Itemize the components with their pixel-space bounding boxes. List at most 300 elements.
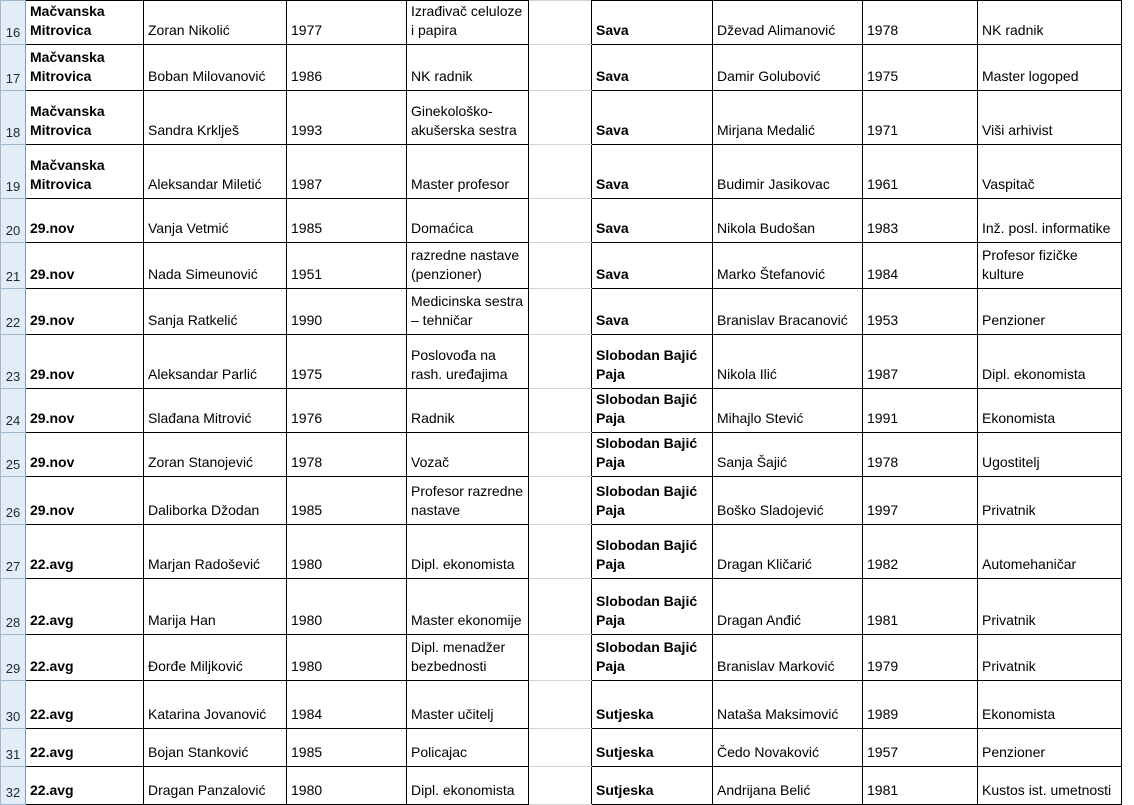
cell-left-place[interactable] bbox=[26, 579, 144, 635]
cell-left-place[interactable] bbox=[26, 91, 144, 145]
cell-right-job-text: Viši arhivist bbox=[982, 122, 1053, 138]
cell-right-name[interactable] bbox=[713, 1, 863, 45]
cell-left-place[interactable] bbox=[26, 767, 144, 805]
cell-right-job[interactable] bbox=[978, 477, 1122, 525]
cell-left-job[interactable] bbox=[407, 1, 529, 45]
cell-left-place[interactable] bbox=[26, 729, 144, 767]
cell-right-place[interactable] bbox=[592, 1, 713, 45]
cell-right-place-text: Sava bbox=[596, 220, 629, 236]
cell-right-year[interactable] bbox=[863, 335, 978, 389]
cell-right-year-text: 1978 bbox=[867, 454, 899, 470]
row-header[interactable] bbox=[1, 635, 26, 681]
cell-left-place-text: 22.avg bbox=[30, 744, 74, 760]
cell-left-name[interactable] bbox=[144, 243, 287, 289]
cell-right-place[interactable] bbox=[592, 579, 713, 635]
row-header[interactable] bbox=[1, 289, 26, 335]
cell-right-year-text: 1983 bbox=[867, 220, 899, 236]
cell-right-job[interactable] bbox=[978, 289, 1122, 335]
cell-left-job[interactable] bbox=[407, 91, 529, 145]
cell-left-name-text: Aleksandar Parlić bbox=[148, 366, 257, 382]
cell-right-year[interactable] bbox=[863, 767, 978, 805]
cell-right-name[interactable] bbox=[713, 477, 863, 525]
table-row bbox=[1, 433, 1122, 477]
cell-left-name[interactable] bbox=[144, 635, 287, 681]
cell-right-job-text: Penzioner bbox=[982, 312, 1046, 328]
row-header[interactable] bbox=[1, 525, 26, 579]
cell-right-place[interactable] bbox=[592, 289, 713, 335]
cell-left-name-text: Sanja Ratkelić bbox=[148, 312, 238, 328]
cell-right-year-text: 1987 bbox=[867, 366, 899, 382]
cell-right-name[interactable] bbox=[713, 729, 863, 767]
cell-left-place-text: 22.avg bbox=[30, 658, 74, 674]
cell-left-name-text: Marija Han bbox=[148, 612, 216, 628]
cell-right-job[interactable] bbox=[978, 335, 1122, 389]
cell-right-name[interactable] bbox=[713, 767, 863, 805]
cell-spacer[interactable] bbox=[529, 145, 592, 199]
cell-right-place[interactable] bbox=[592, 145, 713, 199]
cell-left-year[interactable] bbox=[287, 635, 407, 681]
cell-right-name-text: Mirjana Medalić bbox=[717, 122, 816, 138]
cell-right-name[interactable] bbox=[713, 243, 863, 289]
cell-left-place-text: 29.nov bbox=[30, 410, 75, 426]
cell-right-job-text: Privatnik bbox=[982, 612, 1036, 628]
cell-right-job[interactable] bbox=[978, 389, 1122, 433]
cell-left-name[interactable] bbox=[144, 389, 287, 433]
cell-left-job[interactable] bbox=[407, 289, 529, 335]
cell-left-year-text: 1985 bbox=[291, 502, 323, 518]
cell-left-year[interactable] bbox=[287, 243, 407, 289]
row-header-text: 29 bbox=[5, 661, 21, 676]
cell-right-name[interactable] bbox=[713, 433, 863, 477]
cell-left-name[interactable] bbox=[144, 45, 287, 91]
cell-left-job[interactable] bbox=[407, 729, 529, 767]
cell-left-job[interactable] bbox=[407, 433, 529, 477]
cell-right-job-text: Ekonomista bbox=[982, 410, 1056, 426]
cell-left-job-text: Domaćica bbox=[411, 220, 474, 236]
cell-left-name-text: Zoran Nikolić bbox=[148, 22, 230, 38]
cell-left-name[interactable] bbox=[144, 767, 287, 805]
cell-right-place[interactable] bbox=[592, 681, 713, 729]
cell-left-year[interactable] bbox=[287, 767, 407, 805]
cell-left-job[interactable] bbox=[407, 681, 529, 729]
cell-right-job[interactable] bbox=[978, 767, 1122, 805]
cell-right-place[interactable] bbox=[592, 767, 713, 805]
cell-right-job[interactable] bbox=[978, 145, 1122, 199]
row-header-text: 17 bbox=[5, 71, 21, 86]
cell-spacer[interactable] bbox=[529, 243, 592, 289]
grid-body bbox=[1, 1, 1122, 805]
cell-spacer[interactable] bbox=[529, 767, 592, 805]
cell-left-place[interactable] bbox=[26, 289, 144, 335]
cell-left-year-text: 1985 bbox=[291, 744, 323, 760]
cell-right-name-text: Budimir Jasikovac bbox=[717, 176, 830, 192]
cell-left-job[interactable] bbox=[407, 635, 529, 681]
cell-left-name[interactable] bbox=[144, 145, 287, 199]
cell-right-place-text: Sava bbox=[596, 22, 629, 38]
cell-left-place[interactable] bbox=[26, 433, 144, 477]
row-header-text: 30 bbox=[5, 709, 21, 724]
cell-right-job[interactable] bbox=[978, 681, 1122, 729]
cell-left-name-text: Marjan Radošević bbox=[148, 556, 261, 572]
cell-right-name[interactable] bbox=[713, 389, 863, 433]
cell-left-name[interactable] bbox=[144, 433, 287, 477]
cell-left-job[interactable] bbox=[407, 145, 529, 199]
cell-spacer[interactable] bbox=[529, 45, 592, 91]
cell-right-place-text: Sava bbox=[596, 122, 629, 138]
row-header[interactable] bbox=[1, 681, 26, 729]
cell-left-year-text: 1987 bbox=[291, 176, 323, 192]
cell-right-name-text: Branislav Marković bbox=[717, 658, 835, 674]
cell-left-name[interactable] bbox=[144, 477, 287, 525]
cell-right-name[interactable] bbox=[713, 45, 863, 91]
cell-right-place-text: Slobodan Bajić Paja bbox=[596, 391, 698, 426]
cell-left-job[interactable] bbox=[407, 525, 529, 579]
cell-right-name-text: Mihajlo Stević bbox=[717, 410, 804, 426]
cell-right-place[interactable] bbox=[592, 525, 713, 579]
row-header[interactable] bbox=[1, 389, 26, 433]
table-row bbox=[1, 289, 1122, 335]
cell-left-year[interactable] bbox=[287, 433, 407, 477]
cell-right-year[interactable] bbox=[863, 525, 978, 579]
cell-spacer[interactable] bbox=[529, 433, 592, 477]
row-header[interactable] bbox=[1, 45, 26, 91]
cell-left-name[interactable] bbox=[144, 681, 287, 729]
cell-right-place-text: Sava bbox=[596, 68, 629, 84]
cell-right-year-text: 1989 bbox=[867, 706, 899, 722]
row-header-text: 20 bbox=[5, 223, 21, 238]
cell-left-job-text: Dipl. ekonomista bbox=[411, 782, 515, 798]
cell-right-place[interactable] bbox=[592, 199, 713, 243]
cell-right-year[interactable] bbox=[863, 389, 978, 433]
table-row bbox=[1, 525, 1122, 579]
row-header[interactable] bbox=[1, 729, 26, 767]
cell-left-year[interactable] bbox=[287, 525, 407, 579]
cell-right-place[interactable] bbox=[592, 729, 713, 767]
cell-right-job[interactable] bbox=[978, 243, 1122, 289]
cell-right-year[interactable] bbox=[863, 145, 978, 199]
cell-right-job[interactable] bbox=[978, 45, 1122, 91]
cell-left-job-text: Profesor razredne nastave bbox=[411, 483, 524, 518]
cell-left-year-text: 1985 bbox=[291, 220, 323, 236]
cell-right-year-text: 1997 bbox=[867, 502, 899, 518]
cell-left-job-text: Policajac bbox=[411, 744, 468, 760]
cell-left-job[interactable] bbox=[407, 45, 529, 91]
cell-right-name[interactable] bbox=[713, 145, 863, 199]
cell-left-year-text: 1976 bbox=[291, 410, 323, 426]
table-row bbox=[1, 199, 1122, 243]
cell-left-place-text: 22.avg bbox=[30, 612, 74, 628]
row-header-text: 24 bbox=[5, 413, 21, 428]
cell-right-year[interactable] bbox=[863, 1, 978, 45]
table-row bbox=[1, 1, 1122, 45]
cell-left-name-text: Vanja Vetmić bbox=[148, 220, 229, 236]
cell-right-place[interactable] bbox=[592, 635, 713, 681]
row-header[interactable] bbox=[1, 91, 26, 145]
cell-right-place[interactable] bbox=[592, 477, 713, 525]
cell-left-name[interactable] bbox=[144, 729, 287, 767]
row-header-text: 22 bbox=[5, 315, 21, 330]
cell-left-place-text: Mačvanska Mitrovica bbox=[30, 49, 105, 84]
cell-left-name[interactable] bbox=[144, 91, 287, 145]
cell-right-place-text: Slobodan Bajić Paja bbox=[596, 639, 698, 674]
cell-right-place-text: Slobodan Bajić Paja bbox=[596, 593, 698, 628]
cell-left-place[interactable] bbox=[26, 389, 144, 433]
table-row bbox=[1, 45, 1122, 91]
cell-left-place-text: 29.nov bbox=[30, 312, 75, 328]
row-header[interactable] bbox=[1, 199, 26, 243]
cell-right-job[interactable] bbox=[978, 525, 1122, 579]
cell-right-year-text: 1953 bbox=[867, 312, 899, 328]
cell-left-year-text: 1951 bbox=[291, 266, 323, 282]
cell-left-year[interactable] bbox=[287, 145, 407, 199]
cell-left-year-text: 1986 bbox=[291, 68, 323, 84]
cell-spacer[interactable] bbox=[529, 91, 592, 145]
cell-left-name[interactable] bbox=[144, 289, 287, 335]
cell-right-year-text: 1961 bbox=[867, 176, 899, 192]
cell-right-place[interactable] bbox=[592, 91, 713, 145]
cell-right-name[interactable] bbox=[713, 335, 863, 389]
cell-right-place-text: Sava bbox=[596, 266, 629, 282]
cell-right-place[interactable] bbox=[592, 243, 713, 289]
cell-left-place-text: 29.nov bbox=[30, 502, 75, 518]
cell-left-job-text: Master ekonomije bbox=[411, 612, 522, 628]
cell-left-place[interactable] bbox=[26, 681, 144, 729]
cell-right-year[interactable] bbox=[863, 289, 978, 335]
cell-right-job-text: Kustos ist. umetnosti bbox=[982, 782, 1112, 798]
cell-right-job[interactable] bbox=[978, 635, 1122, 681]
cell-right-job[interactable] bbox=[978, 579, 1122, 635]
table-row bbox=[1, 389, 1122, 433]
cell-left-name[interactable] bbox=[144, 199, 287, 243]
cell-left-job-text: Dipl. menadžer bezbednosti bbox=[411, 639, 506, 674]
cell-right-name-text: Nikola Ilić bbox=[717, 366, 777, 382]
cell-right-name[interactable] bbox=[713, 579, 863, 635]
cell-right-job-text: Vaspitač bbox=[982, 176, 1035, 192]
cell-right-job-text: Ekonomista bbox=[982, 706, 1056, 722]
cell-right-place-text: Sava bbox=[596, 176, 629, 192]
cell-right-year[interactable] bbox=[863, 681, 978, 729]
cell-right-name-text: Čedo Novaković bbox=[717, 744, 819, 760]
cell-left-place[interactable] bbox=[26, 199, 144, 243]
cell-right-place[interactable] bbox=[592, 389, 713, 433]
cell-right-name-text: Nikola Budošan bbox=[717, 220, 816, 236]
cell-left-name[interactable] bbox=[144, 525, 287, 579]
cell-right-job[interactable] bbox=[978, 199, 1122, 243]
cell-right-year[interactable] bbox=[863, 45, 978, 91]
row-header[interactable] bbox=[1, 145, 26, 199]
table-row bbox=[1, 145, 1122, 199]
cell-left-name-text: Zoran Stanojević bbox=[148, 454, 254, 470]
row-header[interactable] bbox=[1, 767, 26, 805]
cell-left-year-text: 1977 bbox=[291, 22, 323, 38]
cell-left-job[interactable] bbox=[407, 199, 529, 243]
cell-left-job[interactable] bbox=[407, 767, 529, 805]
cell-left-place-text: 29.nov bbox=[30, 454, 75, 470]
cell-right-name-text: Dragan Anđić bbox=[717, 612, 802, 628]
cell-left-job-text: Medicinska sestra – tehničar bbox=[411, 293, 524, 328]
cell-right-place[interactable] bbox=[592, 335, 713, 389]
cell-right-year[interactable] bbox=[863, 243, 978, 289]
cell-left-place[interactable] bbox=[26, 45, 144, 91]
cell-left-job-text: Poslovođa na rash. uređajima bbox=[411, 347, 508, 382]
cell-right-place-text: Slobodan Bajić Paja bbox=[596, 537, 698, 572]
cell-right-job[interactable] bbox=[978, 1, 1122, 45]
cell-left-job-text: NK radnik bbox=[411, 68, 473, 84]
cell-left-job-text: razredne nastave (penzioner) bbox=[411, 247, 520, 282]
cell-spacer[interactable] bbox=[529, 199, 592, 243]
cell-left-place-text: 29.nov bbox=[30, 366, 75, 382]
cell-spacer[interactable] bbox=[529, 335, 592, 389]
cell-left-place[interactable] bbox=[26, 635, 144, 681]
cell-left-place[interactable] bbox=[26, 525, 144, 579]
row-header[interactable] bbox=[1, 243, 26, 289]
cell-spacer[interactable] bbox=[529, 289, 592, 335]
cell-right-place-text: Sutjeska bbox=[596, 782, 654, 798]
cell-left-job[interactable] bbox=[407, 579, 529, 635]
table-row bbox=[1, 477, 1122, 525]
row-header[interactable] bbox=[1, 477, 26, 525]
cell-right-place[interactable] bbox=[592, 433, 713, 477]
cell-spacer[interactable] bbox=[529, 477, 592, 525]
cell-right-name[interactable] bbox=[713, 635, 863, 681]
cell-left-name-text: Boban Milovanović bbox=[148, 68, 266, 84]
cell-right-place-text: Slobodan Bajić Paja bbox=[596, 435, 698, 470]
cell-left-name[interactable] bbox=[144, 579, 287, 635]
cell-right-name[interactable] bbox=[713, 525, 863, 579]
cell-right-year[interactable] bbox=[863, 477, 978, 525]
cell-left-year[interactable] bbox=[287, 681, 407, 729]
cell-right-year-text: 1979 bbox=[867, 658, 899, 674]
cell-left-place-text: 29.nov bbox=[30, 220, 75, 236]
cell-left-year[interactable] bbox=[287, 1, 407, 45]
cell-left-name-text: Sandra Krklješ bbox=[148, 122, 240, 138]
cell-left-year-text: 1990 bbox=[291, 312, 323, 328]
cell-left-year-text: 1980 bbox=[291, 782, 323, 798]
cell-right-name-text: Branislav Bracanović bbox=[717, 312, 848, 328]
cell-right-name-text: Nataša Maksimović bbox=[717, 706, 839, 722]
row-header-text: 28 bbox=[5, 615, 21, 630]
cell-right-name[interactable] bbox=[713, 289, 863, 335]
cell-right-job[interactable] bbox=[978, 91, 1122, 145]
cell-left-job-text: Master učitelj bbox=[411, 706, 494, 722]
table-row bbox=[1, 635, 1122, 681]
cell-left-job-text: Vozač bbox=[411, 454, 450, 470]
cell-right-name-text: Marko Štefanović bbox=[717, 266, 826, 282]
cell-left-name[interactable] bbox=[144, 335, 287, 389]
cell-left-year[interactable] bbox=[287, 335, 407, 389]
cell-right-year[interactable] bbox=[863, 199, 978, 243]
cell-left-place[interactable] bbox=[26, 243, 144, 289]
cell-left-name[interactable] bbox=[144, 1, 287, 45]
row-header[interactable] bbox=[1, 433, 26, 477]
table-row bbox=[1, 767, 1122, 805]
cell-right-year[interactable] bbox=[863, 579, 978, 635]
cell-left-year[interactable] bbox=[287, 477, 407, 525]
cell-right-job-text: Privatnik bbox=[982, 658, 1036, 674]
cell-spacer[interactable] bbox=[529, 635, 592, 681]
cell-left-year-text: 1984 bbox=[291, 706, 323, 722]
cell-left-job-text: Dipl. ekonomista bbox=[411, 556, 515, 572]
row-header-text: 31 bbox=[5, 747, 21, 762]
row-header-text: 23 bbox=[5, 369, 21, 384]
cell-left-place-text: 22.avg bbox=[30, 782, 74, 798]
cell-spacer[interactable] bbox=[529, 729, 592, 767]
cell-left-job-text: Radnik bbox=[411, 410, 455, 426]
cell-left-year[interactable] bbox=[287, 91, 407, 145]
cell-left-year[interactable] bbox=[287, 579, 407, 635]
cell-left-name-text: Slađana Mitrović bbox=[148, 410, 252, 426]
cell-left-place[interactable] bbox=[26, 335, 144, 389]
cell-right-name[interactable] bbox=[713, 91, 863, 145]
cell-left-name-text: Dragan Panzalović bbox=[148, 782, 266, 798]
cell-left-year-text: 1980 bbox=[291, 658, 323, 674]
cell-right-name-text: Damir Golubović bbox=[717, 68, 821, 84]
cell-spacer[interactable] bbox=[529, 579, 592, 635]
cell-right-name[interactable] bbox=[713, 681, 863, 729]
cell-right-job[interactable] bbox=[978, 729, 1122, 767]
cell-left-place-text: Mačvanska Mitrovica bbox=[30, 157, 105, 192]
cell-left-place[interactable] bbox=[26, 145, 144, 199]
cell-left-place[interactable] bbox=[26, 1, 144, 45]
cell-right-job-text: Ugostitelj bbox=[982, 454, 1040, 470]
cell-spacer[interactable] bbox=[529, 1, 592, 45]
cell-left-year[interactable] bbox=[287, 199, 407, 243]
cell-left-name-text: Nada Simeunović bbox=[148, 266, 258, 282]
cell-left-year-text: 1978 bbox=[291, 454, 323, 470]
row-header[interactable] bbox=[1, 1, 26, 45]
cell-left-year[interactable] bbox=[287, 389, 407, 433]
cell-spacer[interactable] bbox=[529, 389, 592, 433]
cell-left-year[interactable] bbox=[287, 729, 407, 767]
cell-left-place-text: 29.nov bbox=[30, 266, 75, 282]
cell-right-name[interactable] bbox=[713, 199, 863, 243]
cell-right-year[interactable] bbox=[863, 635, 978, 681]
row-header[interactable] bbox=[1, 335, 26, 389]
cell-right-year-text: 1991 bbox=[867, 410, 899, 426]
cell-right-year[interactable] bbox=[863, 433, 978, 477]
cell-left-place[interactable] bbox=[26, 477, 144, 525]
cell-left-year[interactable] bbox=[287, 45, 407, 91]
cell-right-name-text: Sanja Šajić bbox=[717, 454, 788, 470]
cell-left-place-text: 22.avg bbox=[30, 706, 74, 722]
row-header-text: 21 bbox=[5, 269, 21, 284]
cell-right-place[interactable] bbox=[592, 45, 713, 91]
table-row bbox=[1, 681, 1122, 729]
cell-right-job-text: Privatnik bbox=[982, 502, 1036, 518]
cell-right-job[interactable] bbox=[978, 433, 1122, 477]
row-header-text: 32 bbox=[5, 785, 21, 800]
cell-right-name-text: Dragan Kličarić bbox=[717, 556, 812, 572]
cell-right-year-text: 1981 bbox=[867, 612, 899, 628]
cell-left-job[interactable] bbox=[407, 335, 529, 389]
table-row bbox=[1, 729, 1122, 767]
cell-spacer[interactable] bbox=[529, 681, 592, 729]
cell-right-year[interactable] bbox=[863, 91, 978, 145]
cell-right-job-text: Master logoped bbox=[982, 68, 1079, 84]
cell-right-job-text: Profesor fizičke kulture bbox=[982, 247, 1078, 282]
cell-right-year[interactable] bbox=[863, 729, 978, 767]
cell-left-year[interactable] bbox=[287, 289, 407, 335]
row-header[interactable] bbox=[1, 579, 26, 635]
cell-left-job[interactable] bbox=[407, 243, 529, 289]
cell-spacer[interactable] bbox=[529, 525, 592, 579]
cell-right-name-text: Andrijana Belić bbox=[717, 782, 811, 798]
cell-left-name-text: Katarina Jovanović bbox=[148, 706, 267, 722]
cell-left-job[interactable] bbox=[407, 477, 529, 525]
cell-right-place-text: Slobodan Bajić Paja bbox=[596, 347, 698, 382]
cell-left-job[interactable] bbox=[407, 389, 529, 433]
cell-right-year-text: 1957 bbox=[867, 744, 899, 760]
